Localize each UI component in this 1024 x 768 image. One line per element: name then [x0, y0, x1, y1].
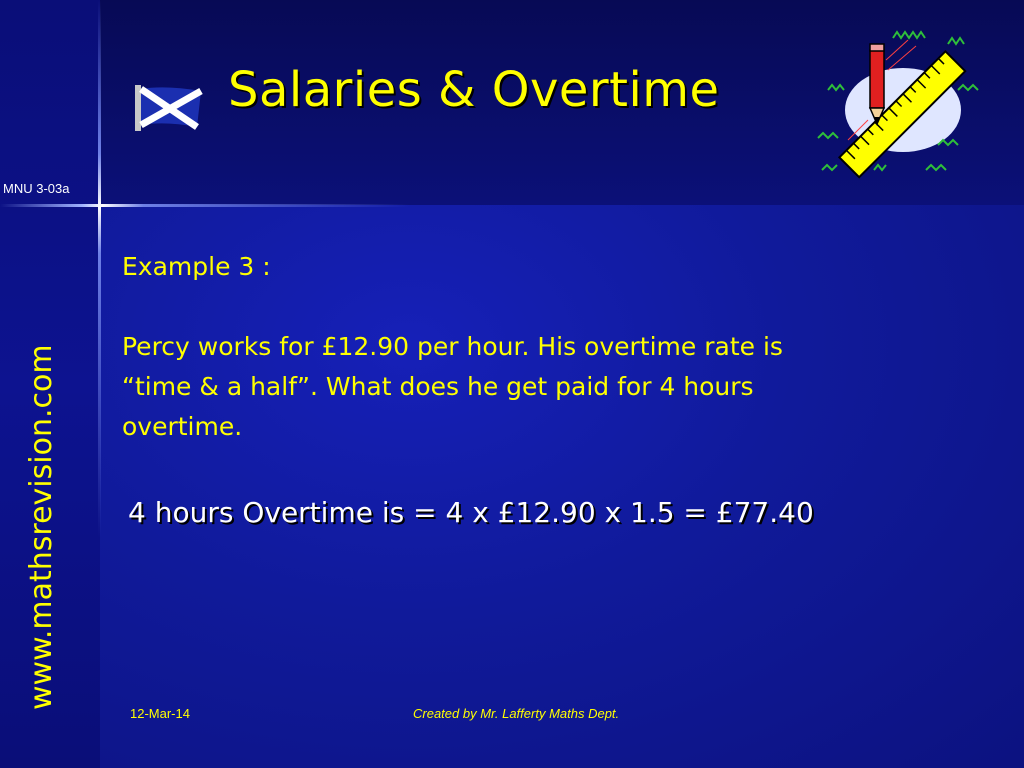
- question-line: overtime.: [122, 412, 243, 441]
- slide-title: Salaries & Overtime: [228, 62, 720, 118]
- vertical-divider: [98, 0, 101, 768]
- question-line: “time & a half”. What does he get paid for 4 hours: [122, 372, 754, 401]
- spacer: [122, 287, 1002, 327]
- website-watermark: www.mathsrevision.com: [24, 344, 59, 710]
- example-heading: Example 3 :: [122, 252, 271, 281]
- example-content: [122, 247, 1002, 447]
- ruler-pencil-clipart: [808, 20, 984, 200]
- footer-date: 12-Mar-14: [130, 706, 190, 721]
- horizontal-divider: [0, 204, 1024, 207]
- question-line: Percy works for £12.90 per hour. His overtime rate is: [122, 332, 783, 361]
- scotland-flag-icon: [135, 85, 203, 131]
- answer-text: 4 hours Overtime is = 4 x £12.90 x 1.5 = £77.40: [128, 496, 814, 529]
- footer-credit: Created by Mr. Lafferty Maths Dept.: [413, 706, 620, 721]
- curriculum-code: MNU 3-03a: [3, 181, 70, 196]
